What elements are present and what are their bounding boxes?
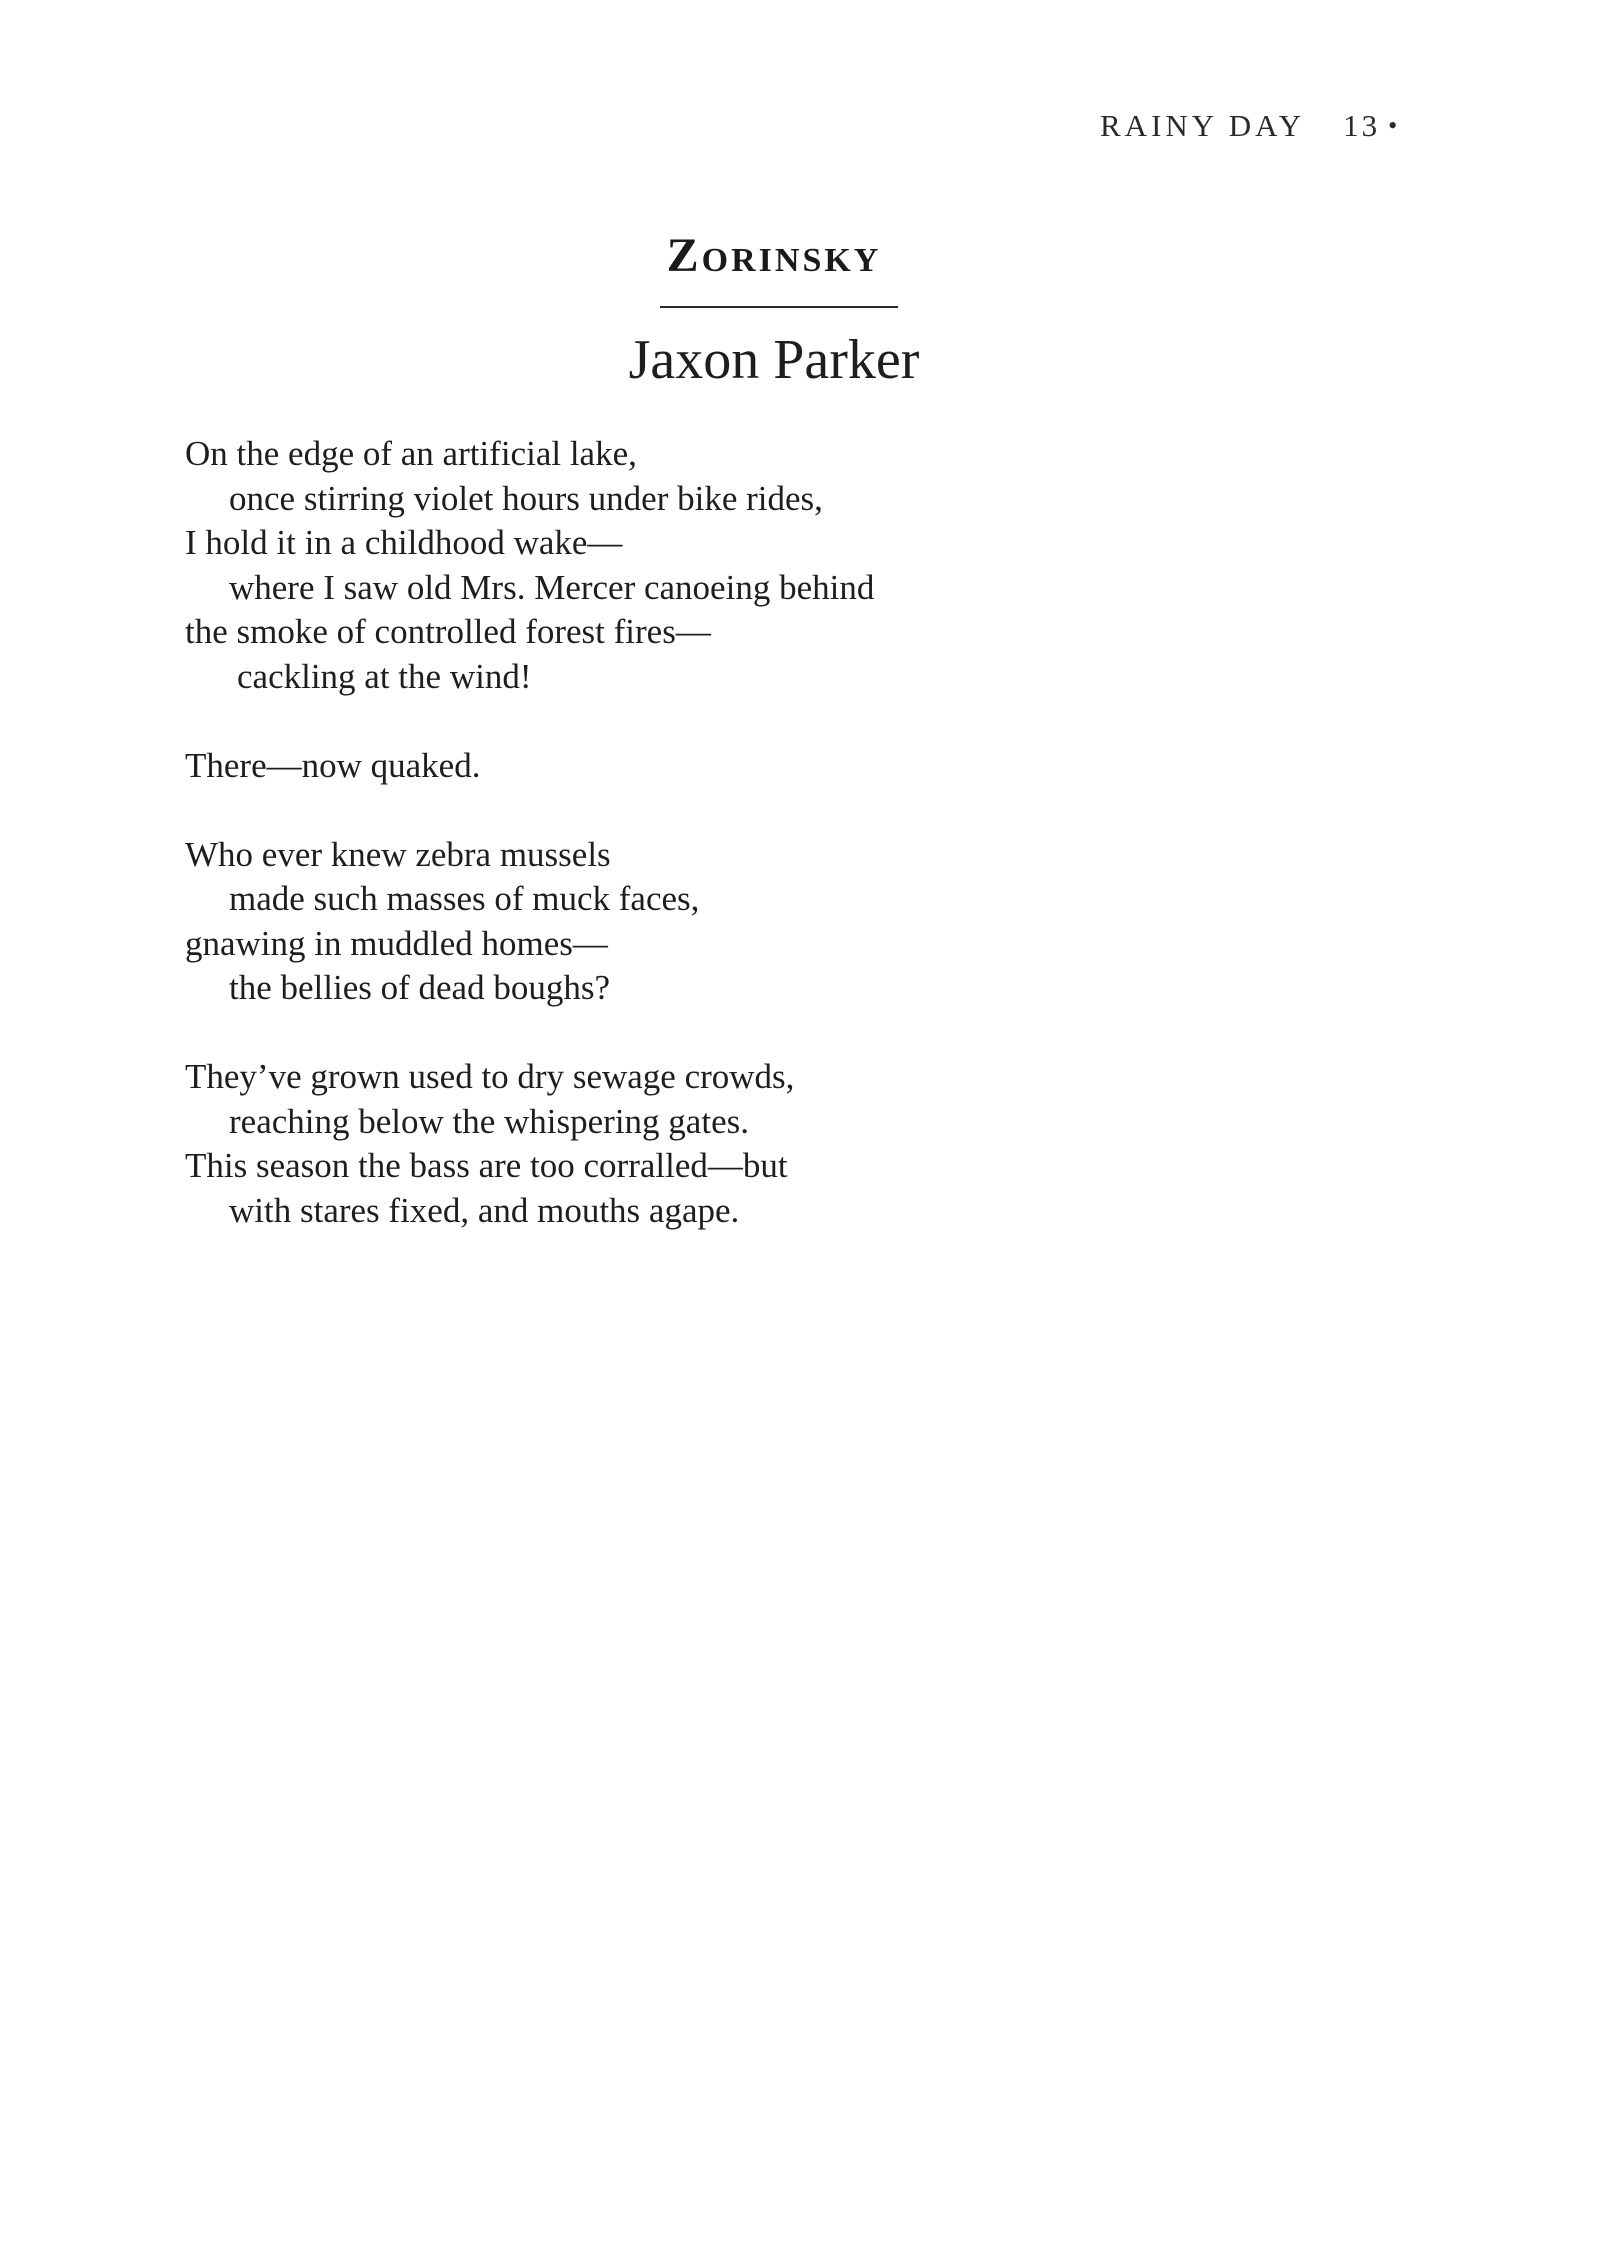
poem-line: On the edge of an artificial lake, [185,434,637,473]
poem-line: made such masses of muck faces, [229,879,700,918]
poem-line: They’ve grown used to dry sewage crowds, [185,1057,795,1096]
poem-title: Zorinsky [666,229,882,282]
stanza [185,432,1085,699]
running-head-title: RAINY DAY [1100,108,1306,143]
stanza [185,833,1085,1011]
poem-line: Who ever knew zebra mussels [185,834,611,874]
poem-body [185,432,1085,1278]
bullet-icon: • [1388,111,1402,140]
poem-line: There—now quaked. [185,745,481,785]
poem-author: Jaxon Parker [628,329,920,391]
poem-line: reaching below the whispering gates. [229,1101,749,1141]
poem-line: the bellies of dead boughs? [229,968,611,1007]
poem-line: once stirring violet hours under bike rides, [229,478,823,518]
poem-line: gnawing in muddled homes— [185,923,608,963]
poem-line: the smoke of controlled forest fires— [185,612,711,651]
stanza [185,1055,1085,1233]
poem-line: with stares fixed, and mouths agape. [229,1190,740,1230]
poem-line: where I saw old Mrs. Mercer canoeing behind [229,567,875,607]
poem-line: This season the bass are too corralled—but [185,1146,788,1185]
page-number: 13 [1343,108,1381,143]
poem-line: cackling at the wind! [237,656,532,696]
title-divider [660,306,898,308]
running-head [1100,108,1420,144]
poem-line: I hold it in a childhood wake— [185,523,623,562]
stanza [185,744,1085,789]
